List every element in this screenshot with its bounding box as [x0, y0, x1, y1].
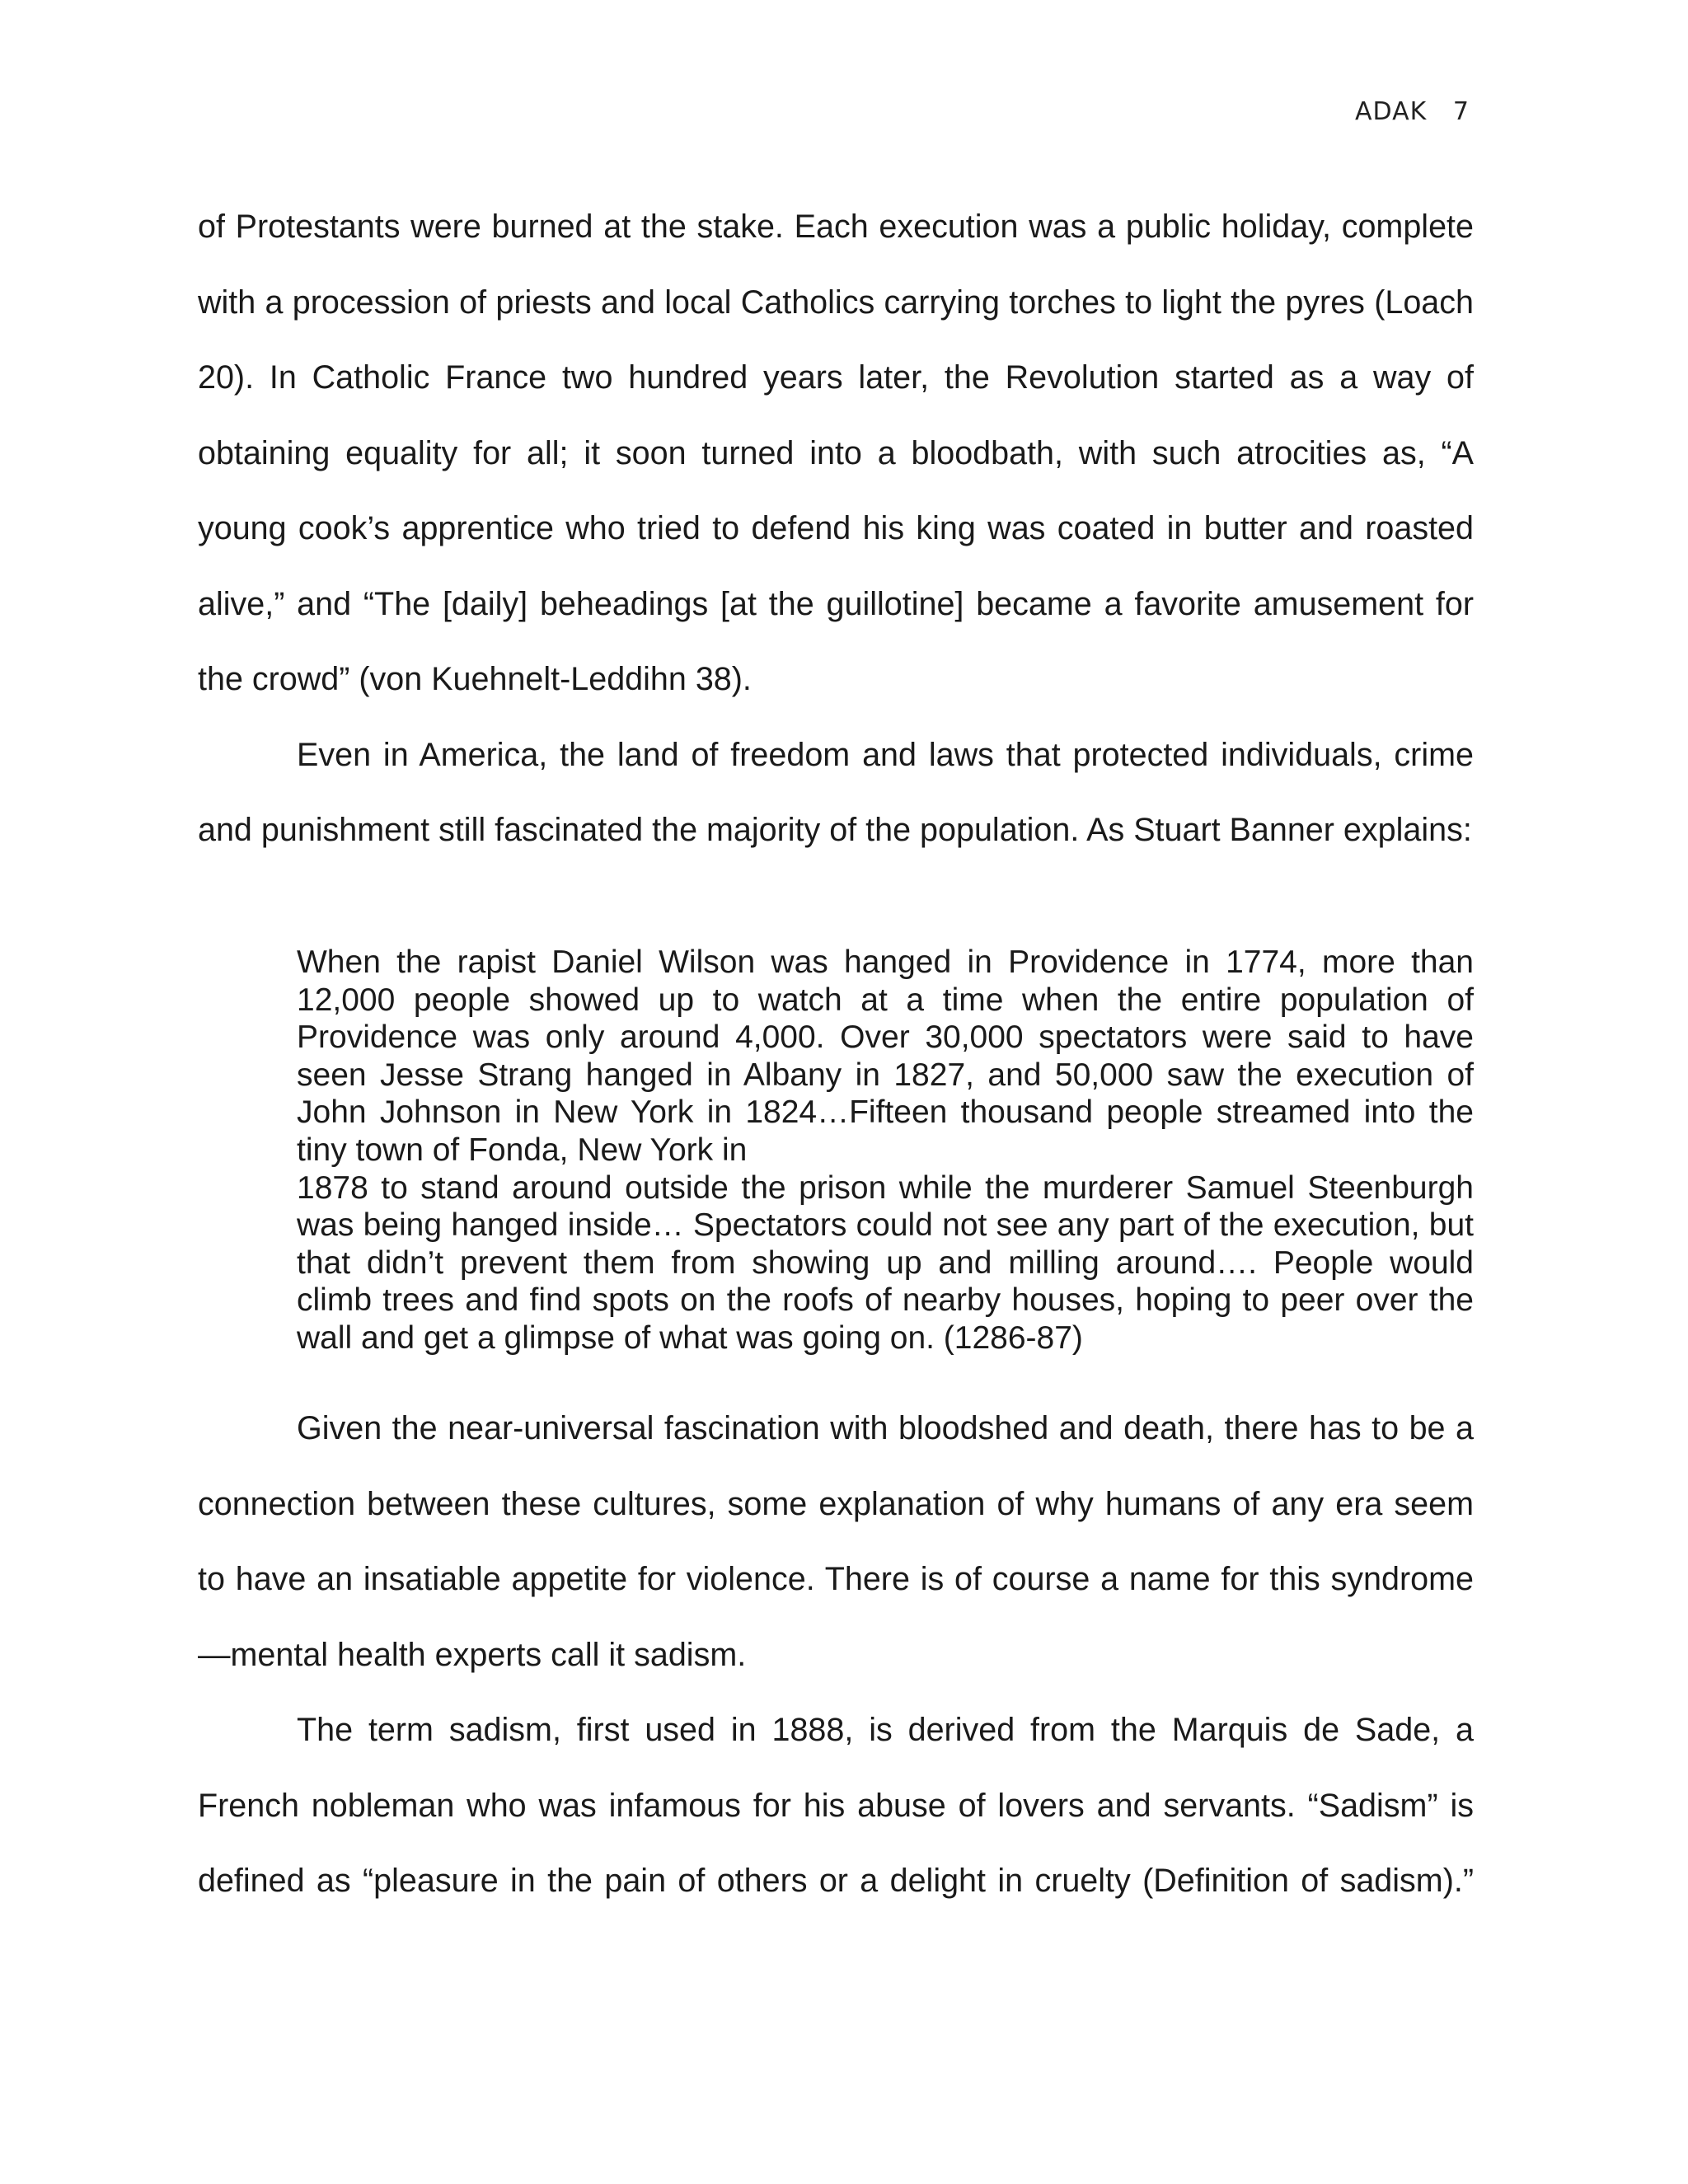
block-quote-part-1: When the rapist Daniel Wilson was hanged in Providence in 1774, more than 12,000 people showed up to watch at a time when the entire population of Providence was only around 4,000. Over 30,000 spectators were said to have seen Jesse Strang hanged in Albany in 1827, and 50,000 saw the execution of John Johnson in New York in 1824…Fifteen thousand people streamed into the tiny town of Fonda, New York in: [297, 944, 1474, 1168]
body-text-top: [198, 190, 1474, 869]
body-text-bottom: [198, 1391, 1474, 1919]
running-head: ADAK 7: [1355, 97, 1470, 126]
block-quote-part-2: 1878 to stand around outside the prison while the murderer Samuel Steenburgh was being hanged inside… Spectators could not see any part of the execution, but that didn’t prevent them from showing up and milling around…. People would climb trees and find spots on the roofs of nearby houses, hoping to peer over the wall and get a glimpse of what was going on. (1286-87): [297, 1169, 1474, 1356]
block-quote: [297, 944, 1474, 1357]
paragraph-sadism-definition: The term sadism, first used in 1888, is derived from the Marquis de Sade, a French nobleman who was infamous for his abuse of lovers and servants. “Sadism” is defined as “pleasure in the pain of others or a delight in cruelty (Definition of sadism).”: [198, 1712, 1474, 1899]
paragraph-fascination: Given the near-universal fascination with bloodshed and death, there has to be a connection between these cultures, some explanation of why humans of any era seem to have an insatiable appetite for violence. There is of course a name for this syndrome—mental health experts call it sadism.: [198, 1410, 1474, 1673]
paragraph-america: Even in America, the land of freedom and laws that protected individuals, crime and punishment still fascinated the majority of the population. As Stuart Banner explains:: [198, 736, 1474, 848]
paragraph-continuation: of Protestants were burned at the stake. Each execution was a public holiday, complete with a procession of priests and local Catholics carrying torches to light the pyres (Loach 20). In Catholic France two hundred years later, the Revolution started as a way of obtaining equality for all; it soon turned into a bloodbath, with such atrocities as, “A young cook’s apprentice who tried to defend his king was coated in butter and roasted alive,” and “The [daily] beheadings [at the guillotine] became a favorite amusement for the crowd” (von Kuehnelt-Leddihn 38).: [198, 209, 1474, 697]
